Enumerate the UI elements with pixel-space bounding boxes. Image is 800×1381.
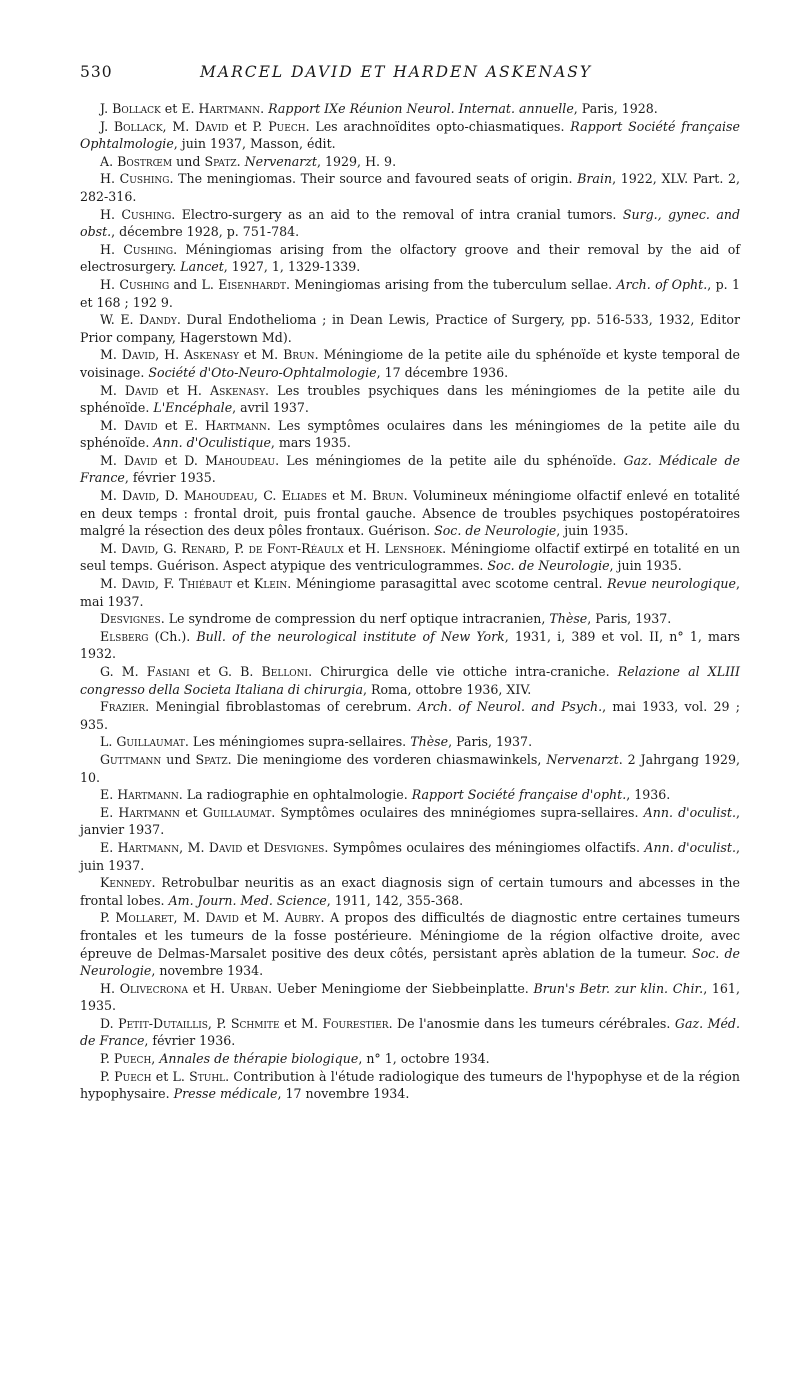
running-header [80, 63, 740, 87]
reference-text: , février 1935. [124, 470, 216, 486]
reference-text: et D. [164, 452, 206, 468]
reference-text: . Méningiome de la petite aile du sphénoïde et kyste temporal de voisinage. [80, 347, 740, 380]
reference-text: , G. [154, 540, 182, 556]
reference-text: . A propos des difficultés de diagnostic entre certaines tumeurs frontales et les tumeurs de la fosse postérieure. Méningiome de la région olfactive droite, avec épreuve de Delmas-Marsalet positive des deux côtés, persistant après ablation de la tumeur. [80, 910, 740, 961]
reference-text: . Symptômes oculaires des mninégiomes supra-sellaires. [271, 804, 644, 820]
reference-text: , 1911, 142, 355-368. [326, 892, 464, 908]
reference-text: , P. [225, 540, 249, 556]
reference-text: et [246, 839, 264, 855]
reference-source: Arch. of Neurol. and Psych. [417, 699, 603, 715]
reference-author: E. Hartmann [100, 787, 179, 803]
reference-author: E. Hartmann [100, 839, 180, 855]
reference-author: Klein [253, 576, 288, 592]
reference-author: H. Cushing [100, 171, 170, 187]
reference-text: et [236, 576, 254, 592]
reference-author: Desvignes [263, 839, 325, 855]
reference-text: , H. [155, 347, 184, 363]
reference-source: Thèse [549, 611, 588, 627]
reference-entry [80, 839, 740, 874]
reference-text: . [260, 101, 269, 116]
reference-text: , mai 1937. [80, 576, 740, 609]
reference-source: L'Encéphale [153, 400, 233, 416]
reference-text: , F. [154, 576, 180, 592]
page-number: 530 [80, 63, 113, 81]
reference-list [80, 100, 740, 1103]
reference-author: Desvignes [100, 611, 161, 627]
reference-text: . [236, 153, 245, 169]
reference-author: Brun [283, 347, 315, 363]
running-title: MARCEL DAVID ET HARDEN ASKENASY [200, 63, 593, 81]
reference-author: H. Cushing [100, 241, 174, 257]
reference-author: David [208, 839, 243, 855]
reference-text: . The meningiomas. Their source and favoured seats of origin. [169, 171, 578, 187]
reference-entry [80, 100, 740, 118]
reference-author: Mahoudeau [183, 488, 254, 504]
reference-author: H. Cushing [100, 276, 170, 292]
reference-text: et M. [244, 910, 285, 926]
reference-text: . Ueber Meningiome der Siebbeinplatte. [268, 980, 534, 996]
reference-entry [80, 1068, 740, 1103]
reference-source: Presse médicale [173, 1086, 278, 1102]
reference-source: Lancet [180, 259, 224, 275]
reference-author: A. Bostrœm [100, 153, 173, 169]
reference-entry [80, 733, 740, 751]
reference-author: M. David [100, 488, 156, 504]
reference-source: Gaz. Médicale de France [80, 452, 741, 486]
reference-text: , 1927, 1, 1329-1339. [223, 259, 361, 275]
reference-source: Thèse [410, 734, 449, 750]
reference-source: Soc. de Neurologie [434, 523, 557, 539]
reference-text: et [185, 804, 203, 820]
reference-source: Rapport Société française d'opht. [411, 787, 627, 803]
reference-text: , juin 1937. [80, 839, 740, 873]
reference-entry [80, 1015, 740, 1050]
reference-author: Guillaumat [202, 804, 272, 820]
reference-author: M. David [100, 452, 158, 468]
reference-text: und [176, 153, 205, 169]
reference-entry [80, 241, 740, 276]
reference-text: , 1936. [626, 787, 671, 803]
reference-text: und [166, 751, 196, 767]
reference-entry [80, 698, 740, 733]
reference-author: Lenshoek [384, 540, 443, 556]
reference-text: , 1931, i, 389 et vol. II, n° 1, mars 1932. [80, 628, 740, 662]
reference-author: H. Olivecrona [100, 980, 189, 996]
reference-text: . Meningial fibroblastomas of cerebrum. [145, 699, 418, 715]
reference-source: Ann. d'Oculistique [153, 435, 271, 451]
reference-author: Askenasy [183, 347, 239, 363]
reference-author: Thiébaut [179, 576, 233, 592]
reference-entry [80, 153, 740, 171]
reference-text: . Méningiomas arising from the olfactory groove and their removal by the aid of electrosurgery. [80, 241, 740, 275]
reference-source: Arch. of Opht. [616, 276, 708, 292]
reference-author: P. Mollaret [100, 910, 174, 926]
reference-entry [80, 382, 740, 417]
reference-entry [80, 487, 740, 540]
reference-text: , M. [162, 118, 195, 134]
reference-entry [80, 1050, 740, 1068]
reference-source: Surg., gynec. and obst. [80, 206, 741, 240]
reference-text: , p. 1 et 168 ; 192 9. [80, 276, 740, 310]
reference-text: . Die meningiome des vorderen chiasmawinkels, [227, 751, 547, 767]
reference-text: et M. [243, 347, 284, 363]
reference-text: and L. [173, 276, 219, 292]
reference-text: , février 1936. [144, 1033, 236, 1049]
reference-author: Mahoudeau [205, 452, 276, 468]
reference-author: Renard [181, 540, 226, 556]
reference-author: Puech [268, 118, 306, 134]
reference-text: , juin 1937, Masson, édit. [173, 136, 336, 152]
reference-author: Kennedy [100, 875, 152, 891]
reference-source: Annales de thérapie biologique [159, 1051, 359, 1067]
reference-entry [80, 909, 740, 979]
reference-author: Frazier [100, 699, 146, 715]
reference-text: (Ch.). [154, 628, 197, 644]
reference-text: et H. [192, 980, 230, 996]
reference-text: . Volumineux méningiome olfactif enlevé en totalité en deux temps : frontal droit, puis frontal gauche. Absence de troubles psychiques postopératoires malgré la résection des deux pôles frontaux. Guérison. [80, 488, 741, 539]
reference-text: . Les symptômes oculaires dans les méningiomes de la petite aile du sphénoïde. [80, 417, 740, 451]
reference-text: et E. [164, 417, 206, 433]
reference-text: et M. [284, 1015, 323, 1031]
reference-source: Ann. d'oculist. [644, 839, 736, 855]
reference-author: L. Guillaumat [100, 734, 185, 750]
reference-text: , mars 1935. [270, 435, 351, 451]
reference-text: . Sympômes oculaires des méningiomes olfactifs. [324, 839, 645, 855]
reference-author: D. Petit-Dutaillis [100, 1015, 208, 1031]
reference-text: , janvier 1937. [80, 804, 740, 838]
reference-author: David [205, 910, 239, 926]
reference-author: Askenasy [209, 382, 266, 398]
reference-text: , mai 1933, vol. 29 ; 935. [80, 699, 740, 732]
reference-author: M. David [100, 347, 156, 363]
reference-text: , 17 novembre 1934. [277, 1086, 410, 1102]
reference-text: , 1929, H. 9. [317, 153, 397, 169]
reference-text: , Roma, ottobre 1936, XIV. [362, 681, 532, 697]
reference-text: . De l'anosmie dans les tumeurs cérébrales. [388, 1015, 675, 1031]
reference-text: . Les troubles psychiques dans les méningiomes de la petite aile du sphénoïde. [80, 382, 740, 416]
reference-source: Rapport IXe Réunion Neurol. Internat. annuelle [268, 101, 574, 116]
reference-source: Nervenarzt [244, 153, 317, 169]
reference-entry [80, 874, 740, 909]
reference-author: David [195, 118, 229, 134]
reference-text: . Les méningiomes supra-sellaires. [184, 734, 411, 750]
reference-source: Bull. of the neurological institute of New York [196, 628, 505, 644]
reference-text: , juin 1935. [609, 558, 682, 574]
reference-text: , P. [207, 1015, 231, 1031]
reference-text: . La radiographie en ophtalmologie. [178, 787, 412, 803]
reference-text: . Meningiomas arising from the tuberculum sellae. [285, 276, 617, 292]
reference-entry [80, 804, 740, 839]
reference-text: . Méningiome olfactif extirpé en totalité en un seul temps. Guérison. Aspect atypique des ventriculogrammes. [80, 540, 740, 574]
reference-text: , Paris, 1937. [587, 611, 672, 627]
reference-source: Am. Journ. Med. Science [168, 892, 327, 908]
reference-author: J. Bollack [100, 101, 161, 116]
reference-text: , 161, 1935. [80, 980, 740, 1014]
reference-text: , M. [173, 910, 206, 926]
reference-source: Nervenarzt [546, 751, 619, 767]
reference-author: Urban [229, 980, 269, 996]
reference-entry [80, 663, 740, 698]
reference-text: . Dural Endothelioma ; in Dean Lewis, Practice of Surgery, pp. 516-533, 1932, Editor Prior company, Hagerstown Md). [80, 312, 741, 345]
reference-source: Revue neurologique [607, 576, 736, 592]
reference-source: Gaz. Méd. de France [80, 1015, 740, 1049]
reference-text: . Electro-surgery as an aid to the removal of intra cranial tumors. [171, 206, 623, 222]
reference-entry [80, 751, 740, 786]
reference-author: M. David [100, 382, 159, 398]
reference-source: Soc. de Neurologie [487, 558, 610, 574]
reference-text: et H. [166, 382, 210, 398]
reference-text: . Chirurgica delle vie ottiche intra-craniche. [308, 664, 618, 679]
reference-entry [80, 610, 740, 628]
reference-text: , n° 1, octobre 1934. [358, 1051, 490, 1067]
reference-author: M. David [100, 576, 155, 592]
reference-entry [80, 170, 740, 205]
reference-source: Rapport Société française Ophtalmologie [80, 118, 740, 152]
reference-entry [80, 628, 740, 663]
reference-source: Ann. d'oculist. [643, 804, 736, 820]
reference-author: Spatz [204, 153, 237, 169]
reference-author: Brun [372, 488, 404, 504]
reference-text: . Retrobulbar neuritis as an exact diagnosis sign of certain tumours and abcesses in the frontal lobes. [80, 875, 740, 908]
reference-source: Brain [577, 171, 613, 187]
reference-author: Stuhl [189, 1068, 226, 1084]
reference-text: , novembre 1934. [151, 963, 264, 979]
reference-source: Relazione al XLIII congresso della Societa Italiana di chirurgia [80, 664, 740, 697]
reference-text: , 1922, XLV. Part. 2, 282-316. [80, 171, 740, 204]
reference-text: , C. [253, 488, 282, 504]
reference-text: , avril 1937. [232, 400, 309, 416]
reference-text: , 17 décembre 1936. [376, 364, 509, 380]
reference-entry [80, 311, 740, 346]
reference-author: Elsberg [100, 628, 149, 644]
reference-author: Guttmann [100, 751, 162, 767]
reference-author: Fourestier [322, 1015, 389, 1031]
reference-text: et E. [164, 101, 199, 116]
reference-text: , décembre 1928, p. 751-784. [111, 224, 300, 240]
reference-text: . Le syndrome de compression du nerf optique intracranien, [160, 611, 550, 627]
reference-entry [80, 452, 740, 487]
reference-author: de Font-Réaulx [248, 540, 344, 556]
reference-source: Société d'Oto-Neuro-Ophtalmologie [148, 364, 377, 380]
reference-text: , Paris, 1928. [573, 101, 658, 116]
reference-text: . Les méningiomes de la petite aile du sphénoïde. [275, 452, 624, 468]
reference-source: Brun's Betr. zur klin. Chir. [533, 980, 704, 996]
reference-text: et H. [348, 540, 385, 556]
reference-author: Hartmann [205, 417, 267, 433]
reference-text: , D. [155, 488, 184, 504]
reference-text: et P. [234, 118, 269, 134]
reference-text: , [151, 1051, 160, 1067]
reference-author: Aubry [284, 910, 321, 926]
reference-author: Eisenhardt [218, 276, 286, 292]
reference-author: G. B. Belloni [218, 664, 309, 679]
reference-entry [80, 276, 740, 311]
reference-author: M. David [100, 417, 158, 433]
reference-text: , juin 1935. [556, 523, 629, 539]
reference-entry [80, 417, 740, 452]
reference-entry [80, 575, 740, 610]
reference-author: Spatz [195, 751, 228, 767]
reference-entry [80, 346, 740, 381]
reference-author: P. Puech [100, 1051, 152, 1067]
reference-entry [80, 118, 740, 153]
reference-text: et [197, 664, 219, 679]
reference-author: J. Bollack [100, 118, 163, 134]
reference-author: Schmite [230, 1015, 280, 1031]
reference-text: et M. [332, 488, 373, 504]
reference-entry [80, 540, 740, 575]
reference-text: , M. [179, 839, 209, 855]
reference-text: . Méningiome parasagittal avec scotome central. [287, 576, 608, 592]
reference-author: Hartmann [198, 101, 261, 116]
reference-text: , Paris, 1937. [448, 734, 533, 750]
reference-text: . Les arachnoïdites opto-chiasmatiques. [305, 118, 571, 134]
reference-entry [80, 206, 740, 241]
reference-author: G. M. Fasiani [100, 664, 190, 679]
reference-author: W. E. Dandy [100, 312, 177, 328]
reference-entry [80, 786, 740, 804]
reference-author: M. David [100, 540, 155, 556]
reference-text: . Contribution à l'étude radiologique des tumeurs de l'hypophyse et de la région hypophysaire. [80, 1068, 740, 1102]
reference-entry [80, 980, 740, 1015]
reference-author: H. Cushing [100, 206, 172, 222]
reference-author: E. Hartmann [100, 804, 180, 820]
reference-author: P. Puech [100, 1068, 152, 1084]
reference-source: Soc. de Neurologie [80, 945, 740, 979]
reference-text: . 2 Jahrgang 1929, 10. [80, 751, 741, 785]
reference-text: et L. [155, 1068, 190, 1084]
reference-author: Eliades [281, 488, 327, 504]
